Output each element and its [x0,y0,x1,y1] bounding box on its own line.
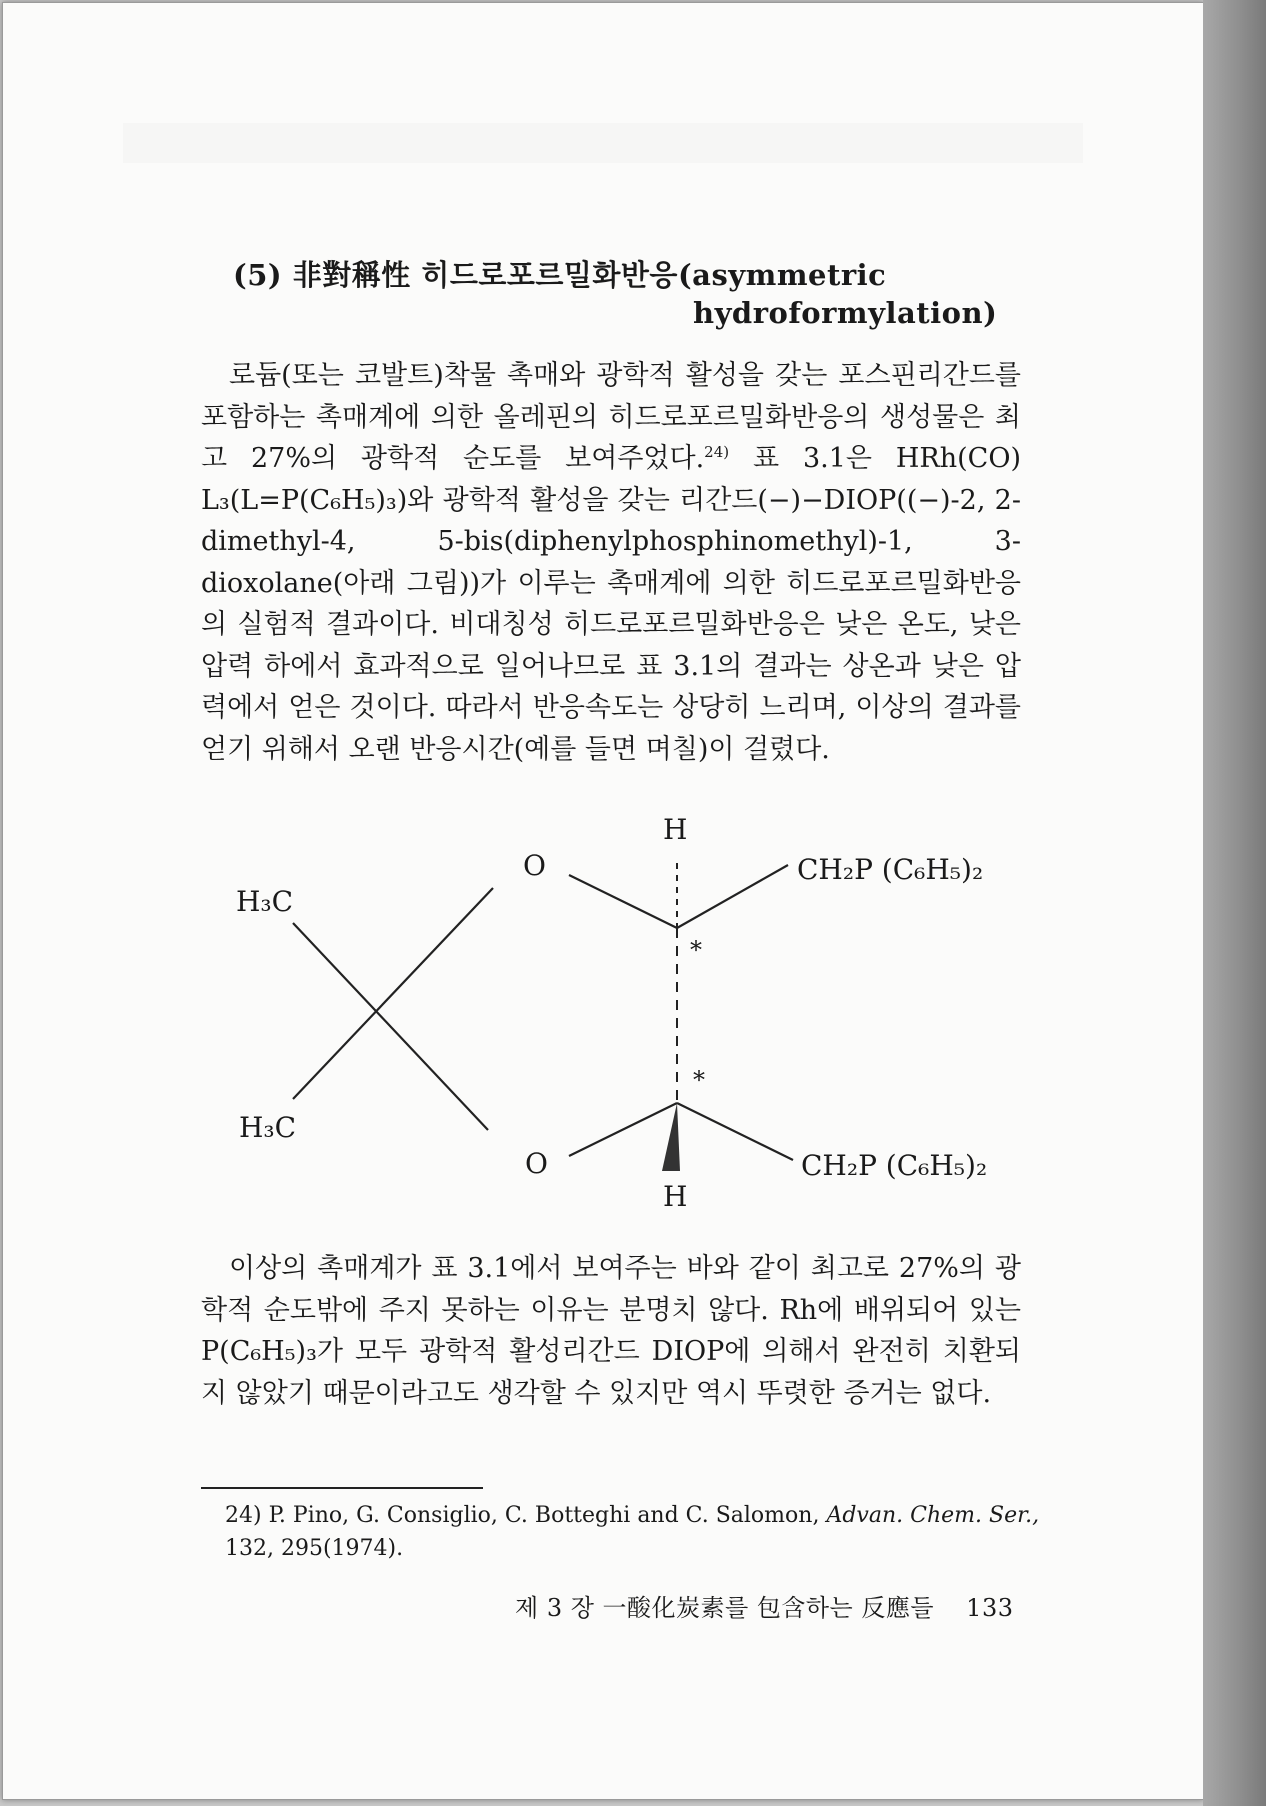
methyl-bottom-label: H₃C [239,1111,297,1144]
footnote-citation: 132, 295(1974). [225,1536,404,1561]
section-heading: (5) 非對稱性 히드로포르밀화반응(asymmetric [233,258,887,292]
footnote-journal: Advan. Chem. Ser., [826,1503,1040,1528]
bond-oxygen-top-to-carbon [569,875,677,928]
paragraph-discussion-text: 이상의 촉매계가 표 3.1에서 보여주는 바와 같이 최고로 27%의 광학적 순도밖에 주지 못하는 이유는 분명치 않다. Rh에 배위되어 있는 P(C₆H₅)₃가 모두 광학적 활성리간드 DIOP에 의해서 완전히 치환되지 않았기 때문이라고도 생각할 수 있지만 역시 뚜렷한 증거는 없다. [201,1253,1021,1409]
oxygen-top-label: O [523,849,546,882]
substituent-bottom-label: CH₂P (C₆H₅)₂ [801,1149,988,1182]
stereocenter-mark-top: * [690,936,702,964]
running-footer [515,1588,1013,1623]
footnote [225,1499,1045,1565]
section-heading-continued: hydroformylation) [693,296,998,330]
bond-carbon-bottom-to-substituent [677,1103,793,1160]
bond-methyl-bottom-to-oxygen-top [293,888,493,1099]
diop-structure-diagram [3,3,1203,1223]
paragraph-discussion [201,1248,1021,1414]
footnote-authors: P. Pino, G. Consiglio, C. Botteghi and C. Salomon, [268,1503,820,1528]
book-page-edge [1203,0,1266,1806]
bond-oxygen-bottom-to-carbon [569,1103,677,1156]
hydrogen-bottom-label: H [663,1180,688,1213]
bond-hydrogen-bottom-wedge [662,1103,680,1171]
hydrogen-top-label: H [663,813,688,846]
paragraph-intro-text: 로듐(또는 코발트)착물 촉매와 광학적 활성을 갖는 포스핀리간드를 포함하는 촉매계에 의한 올레핀의 히드로포르밀화반응의 생성물은 최고 27%의 광학적 순도를 보여주었다. [201,360,1021,474]
footer-chapter-title: 제 3 장 一酸化炭素를 包含하는 反應들 [515,1594,935,1622]
page-number: 133 [966,1594,1014,1622]
paragraph-intro-text-rest: 표 3.1은 HRh(CO) L₃(L=P(C₆H₅)₃)와 광학적 활성을 갖는 리간드(−)−DIOP((−)-2, 2-dimethyl-4, 5-bis(diphenylphosphinomethyl)-1, 3-dioxolane(아래 그림))가 이루는 촉매계에 의한 히드로포르밀화반응의 실험적 결과이다. 비대칭성 히드로포르밀화반응은 낮은 온도, 낮은 압력 하에서 효과적으로 일어나므로 표 3.1의 결과는 상온과 낮은 압력에서 얻은 것이다. 따라서 반응속도는 상당히 느리며, 이상의 결과를 얻기 위해서 오랜 반응시간(예를 들면 며칠)이 걸렸다. [201,443,1022,765]
stereocenter-mark-bottom: * [693,1066,705,1094]
oxygen-bottom-label: O [525,1147,548,1180]
document-page [2,2,1204,1800]
footnote-marker: 24) [225,1503,262,1528]
footnote-divider [201,1487,483,1489]
substituent-top-label: CH₂P (C₆H₅)₂ [797,853,984,886]
footnote-reference: 24) [704,443,730,461]
methyl-top-label: H₃C [236,885,294,918]
bond-carbon-top-to-substituent [677,865,788,928]
bond-methyl-top-to-oxygen-bottom [293,923,488,1130]
